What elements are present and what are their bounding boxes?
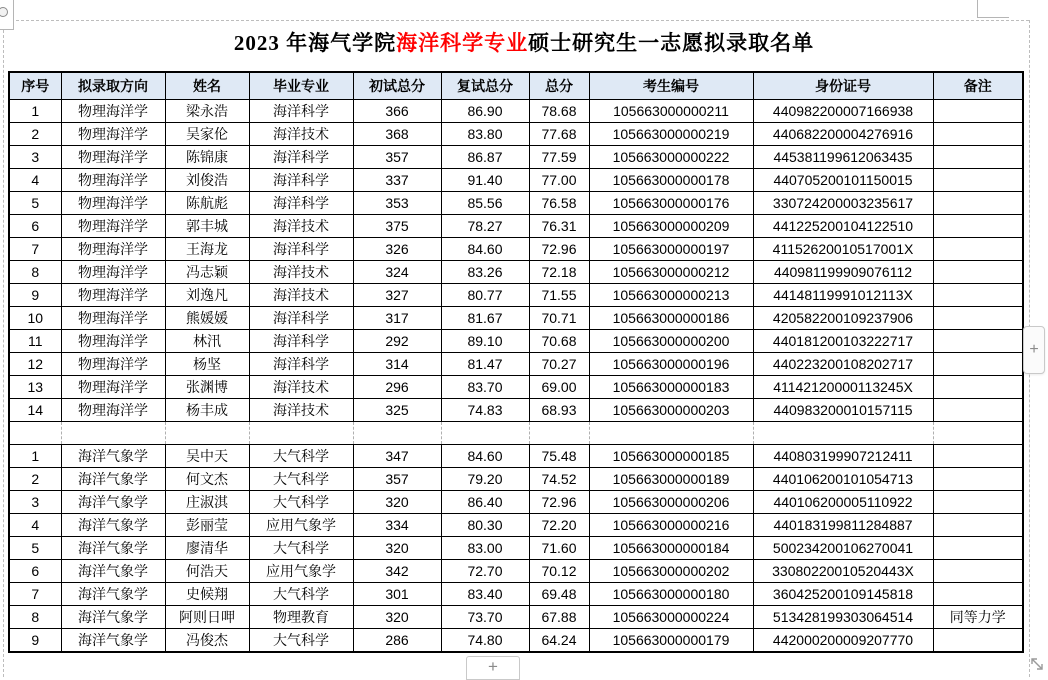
cell-candidate_no[interactable]: 105663000000200: [589, 330, 753, 353]
cell-remark[interactable]: [933, 399, 1023, 422]
cell-id_number[interactable]: 440982200007166938: [753, 100, 933, 123]
cell-name[interactable]: 熊媛媛: [165, 307, 249, 330]
cell-direction[interactable]: 物理海洋学: [61, 284, 165, 307]
cell-candidate_no[interactable]: 105663000000176: [589, 192, 753, 215]
separator-cell[interactable]: [589, 422, 753, 445]
header-direction[interactable]: 拟录取方向: [61, 72, 165, 100]
cell-major[interactable]: 海洋技术: [249, 215, 353, 238]
cell-major[interactable]: 海洋科学: [249, 330, 353, 353]
cell-major[interactable]: 物理教育: [249, 606, 353, 629]
table-row: [9, 353, 1023, 376]
separator-cell[interactable]: [529, 422, 589, 445]
topright-divider-vertical: [977, 0, 978, 17]
cell-retest_score[interactable]: 84.60: [441, 445, 529, 468]
cell-no[interactable]: 14: [9, 399, 61, 422]
cell-id_number[interactable]: 440803199907212411: [753, 445, 933, 468]
cell-name[interactable]: 吴中天: [165, 445, 249, 468]
cell-no[interactable]: 11: [9, 330, 61, 353]
cell-name[interactable]: 庄淑淇: [165, 491, 249, 514]
cell-retest_score[interactable]: 81.47: [441, 353, 529, 376]
cell-name[interactable]: 刘俊浩: [165, 169, 249, 192]
cell-retest_score[interactable]: 83.40: [441, 583, 529, 606]
cell-total_score[interactable]: 70.12: [529, 560, 589, 583]
cell-no[interactable]: 13: [9, 376, 61, 399]
table-header-row: [9, 72, 1023, 100]
cell-candidate_no[interactable]: 105663000000179: [589, 629, 753, 653]
table-row: [9, 583, 1023, 606]
separator-cell[interactable]: [353, 422, 441, 445]
separator-cell[interactable]: [165, 422, 249, 445]
separator-cell[interactable]: [933, 422, 1023, 445]
cell-major[interactable]: 海洋科学: [249, 146, 353, 169]
cell-id_number[interactable]: 440106200005110922: [753, 491, 933, 514]
cell-major[interactable]: 应用气象学: [249, 560, 353, 583]
cell-remark[interactable]: [933, 238, 1023, 261]
cell-id_number[interactable]: 500234200106270041: [753, 537, 933, 560]
cell-retest_score[interactable]: 74.83: [441, 399, 529, 422]
cell-total_score[interactable]: 71.55: [529, 284, 589, 307]
cell-major[interactable]: 海洋技术: [249, 123, 353, 146]
table-row: [9, 468, 1023, 491]
cell-name[interactable]: 杨坚: [165, 353, 249, 376]
cell-direction[interactable]: 海洋气象学: [61, 514, 165, 537]
cell-total_score[interactable]: 76.58: [529, 192, 589, 215]
cell-total_score[interactable]: 74.52: [529, 468, 589, 491]
cell-direction[interactable]: 物理海洋学: [61, 123, 165, 146]
cell-name[interactable]: 陈锦康: [165, 146, 249, 169]
cell-id_number[interactable]: 44148119991012113X: [753, 284, 933, 307]
cell-no[interactable]: 9: [9, 284, 61, 307]
cell-candidate_no[interactable]: 105663000000184: [589, 537, 753, 560]
title-highlight: 海洋科学专业: [396, 31, 529, 55]
text-boundary-top: [6, 20, 1029, 21]
cell-initial_score[interactable]: 320: [353, 537, 441, 560]
cell-candidate_no[interactable]: 105663000000202: [589, 560, 753, 583]
cell-direction[interactable]: 物理海洋学: [61, 307, 165, 330]
cell-name[interactable]: 王海龙: [165, 238, 249, 261]
cell-no[interactable]: 3: [9, 146, 61, 169]
cell-direction[interactable]: 海洋气象学: [61, 583, 165, 606]
anchor-circle-icon: [0, 7, 8, 17]
header-name[interactable]: 姓名: [165, 72, 249, 100]
table-row: [9, 284, 1023, 307]
cell-retest_score[interactable]: 83.80: [441, 123, 529, 146]
separator-cell[interactable]: [441, 422, 529, 445]
cell-major[interactable]: 大气科学: [249, 491, 353, 514]
cell-candidate_no[interactable]: 105663000000213: [589, 284, 753, 307]
cell-id_number[interactable]: 440682200004276916: [753, 123, 933, 146]
cell-remark[interactable]: [933, 100, 1023, 123]
cell-direction[interactable]: 海洋气象学: [61, 560, 165, 583]
cell-remark[interactable]: [933, 146, 1023, 169]
header-retest_score[interactable]: 复试总分: [441, 72, 529, 100]
cell-initial_score[interactable]: 342: [353, 560, 441, 583]
cell-remark[interactable]: 同等力学: [933, 606, 1023, 629]
cell-name[interactable]: 何文杰: [165, 468, 249, 491]
cell-retest_score[interactable]: 83.70: [441, 376, 529, 399]
cell-id_number[interactable]: 440106200101054713: [753, 468, 933, 491]
cell-remark[interactable]: [933, 491, 1023, 514]
table-row: [9, 445, 1023, 468]
header-no[interactable]: 序号: [9, 72, 61, 100]
cell-initial_score[interactable]: 314: [353, 353, 441, 376]
cell-total_score[interactable]: 78.68: [529, 100, 589, 123]
separator-cell[interactable]: [61, 422, 165, 445]
cell-major[interactable]: 海洋科学: [249, 100, 353, 123]
cell-major[interactable]: 海洋技术: [249, 284, 353, 307]
cell-retest_score[interactable]: 86.90: [441, 100, 529, 123]
cell-no[interactable]: 6: [9, 215, 61, 238]
cell-retest_score[interactable]: 78.27: [441, 215, 529, 238]
cell-no[interactable]: 4: [9, 514, 61, 537]
cell-name[interactable]: 郭丰城: [165, 215, 249, 238]
cell-initial_score[interactable]: 301: [353, 583, 441, 606]
cell-total_score[interactable]: 72.96: [529, 238, 589, 261]
cell-major[interactable]: 海洋技术: [249, 261, 353, 284]
cell-name[interactable]: 张渊博: [165, 376, 249, 399]
cell-no[interactable]: 7: [9, 583, 61, 606]
header-remark[interactable]: 备注: [933, 72, 1023, 100]
cell-remark[interactable]: [933, 261, 1023, 284]
cell-no[interactable]: 4: [9, 169, 61, 192]
cell-remark[interactable]: [933, 192, 1023, 215]
cell-retest_score[interactable]: 73.70: [441, 606, 529, 629]
cell-id_number[interactable]: 442000200009207770: [753, 629, 933, 653]
cell-candidate_no[interactable]: 105663000000224: [589, 606, 753, 629]
cell-candidate_no[interactable]: 105663000000219: [589, 123, 753, 146]
cell-name[interactable]: 何浩天: [165, 560, 249, 583]
cell-no[interactable]: 8: [9, 261, 61, 284]
cell-name[interactable]: 阿则日呷: [165, 606, 249, 629]
cell-no[interactable]: 7: [9, 238, 61, 261]
table-row: [9, 376, 1023, 399]
cell-major[interactable]: 海洋科学: [249, 192, 353, 215]
cell-initial_score[interactable]: 366: [353, 100, 441, 123]
cell-total_score[interactable]: 77.59: [529, 146, 589, 169]
cell-remark[interactable]: [933, 583, 1023, 606]
cell-remark[interactable]: [933, 514, 1023, 537]
group-separator-row: [9, 422, 1023, 445]
header-candidate_no[interactable]: 考生编号: [589, 72, 753, 100]
cell-remark[interactable]: [933, 284, 1023, 307]
cell-direction[interactable]: 物理海洋学: [61, 215, 165, 238]
table-row: [9, 330, 1023, 353]
cell-name[interactable]: 冯志颖: [165, 261, 249, 284]
cell-no[interactable]: 5: [9, 192, 61, 215]
cell-direction[interactable]: 海洋气象学: [61, 629, 165, 653]
cell-name[interactable]: 陈航彪: [165, 192, 249, 215]
table-row: [9, 537, 1023, 560]
cell-total_score[interactable]: 71.60: [529, 537, 589, 560]
cell-total_score[interactable]: 69.48: [529, 583, 589, 606]
cell-initial_score[interactable]: 337: [353, 169, 441, 192]
table-row: [9, 100, 1023, 123]
cell-initial_score[interactable]: 357: [353, 468, 441, 491]
cell-direction[interactable]: 物理海洋学: [61, 399, 165, 422]
cell-retest_score[interactable]: 86.40: [441, 491, 529, 514]
cell-direction[interactable]: 物理海洋学: [61, 169, 165, 192]
cell-direction[interactable]: 物理海洋学: [61, 100, 165, 123]
cell-name[interactable]: 梁永浩: [165, 100, 249, 123]
cell-candidate_no[interactable]: 105663000000203: [589, 399, 753, 422]
cell-direction[interactable]: 海洋气象学: [61, 445, 165, 468]
cell-name[interactable]: 林汛: [165, 330, 249, 353]
cell-remark[interactable]: [933, 560, 1023, 583]
cell-id_number[interactable]: 440183199811284887: [753, 514, 933, 537]
cell-no[interactable]: 9: [9, 629, 61, 653]
cell-major[interactable]: 大气科学: [249, 537, 353, 560]
cell-no[interactable]: 2: [9, 468, 61, 491]
cell-retest_score[interactable]: 81.67: [441, 307, 529, 330]
cell-id_number[interactable]: 330724200003235617: [753, 192, 933, 215]
cell-name[interactable]: 史候翔: [165, 583, 249, 606]
cell-direction[interactable]: 物理海洋学: [61, 192, 165, 215]
cell-retest_score[interactable]: 80.77: [441, 284, 529, 307]
cell-id_number[interactable]: 441225200104122510: [753, 215, 933, 238]
cell-candidate_no[interactable]: 105663000000216: [589, 514, 753, 537]
cell-remark[interactable]: [933, 376, 1023, 399]
cell-initial_score[interactable]: 334: [353, 514, 441, 537]
table-row: [9, 123, 1023, 146]
cell-no[interactable]: 8: [9, 606, 61, 629]
cell-major[interactable]: 海洋科学: [249, 238, 353, 261]
cell-id_number[interactable]: 41152620010517001X: [753, 238, 933, 261]
cell-total_score[interactable]: 77.68: [529, 123, 589, 146]
header-total_score[interactable]: 总分: [529, 72, 589, 100]
cell-total_score[interactable]: 77.00: [529, 169, 589, 192]
cell-retest_score[interactable]: 79.20: [441, 468, 529, 491]
cell-total_score[interactable]: 72.96: [529, 491, 589, 514]
cell-direction[interactable]: 物理海洋学: [61, 353, 165, 376]
cell-no[interactable]: 1: [9, 100, 61, 123]
cell-total_score[interactable]: 68.93: [529, 399, 589, 422]
cell-id_number[interactable]: 445381199612063435: [753, 146, 933, 169]
cell-id_number[interactable]: 440981199909076112: [753, 261, 933, 284]
cell-direction[interactable]: 物理海洋学: [61, 376, 165, 399]
table-row: [9, 169, 1023, 192]
cell-direction[interactable]: 物理海洋学: [61, 261, 165, 284]
cell-remark[interactable]: [933, 330, 1023, 353]
cell-direction[interactable]: 物理海洋学: [61, 238, 165, 261]
cell-initial_score[interactable]: 320: [353, 491, 441, 514]
cell-candidate_no[interactable]: 105663000000183: [589, 376, 753, 399]
cell-total_score[interactable]: 64.24: [529, 629, 589, 653]
cell-no[interactable]: 3: [9, 491, 61, 514]
cell-no[interactable]: 2: [9, 123, 61, 146]
cell-candidate_no[interactable]: 105663000000209: [589, 215, 753, 238]
cell-direction[interactable]: 海洋气象学: [61, 491, 165, 514]
cell-remark[interactable]: [933, 353, 1023, 376]
cell-total_score[interactable]: 70.68: [529, 330, 589, 353]
cell-direction[interactable]: 海洋气象学: [61, 606, 165, 629]
table-row: [9, 629, 1023, 653]
insert-row-button[interactable]: +: [466, 656, 520, 680]
text-boundary-left: [3, 20, 4, 677]
cell-name[interactable]: 廖清华: [165, 537, 249, 560]
title-suffix: 硕士研究生一志愿拟录取名单: [528, 31, 815, 55]
cell-major[interactable]: 海洋科学: [249, 307, 353, 330]
cell-major[interactable]: 大气科学: [249, 583, 353, 606]
corner-widget: [0, 0, 14, 30]
cell-initial_score[interactable]: 375: [353, 215, 441, 238]
cell-remark[interactable]: [933, 123, 1023, 146]
cell-retest_score[interactable]: 83.26: [441, 261, 529, 284]
cell-candidate_no[interactable]: 105663000000185: [589, 445, 753, 468]
cell-id_number[interactable]: 440983200010157115: [753, 399, 933, 422]
cell-id_number[interactable]: 440705200101150015: [753, 169, 933, 192]
cell-no[interactable]: 10: [9, 307, 61, 330]
cell-major[interactable]: 海洋科学: [249, 169, 353, 192]
cell-total_score[interactable]: 76.31: [529, 215, 589, 238]
header-initial_score[interactable]: 初试总分: [353, 72, 441, 100]
cell-id_number[interactable]: 360425200109145818: [753, 583, 933, 606]
cell-major[interactable]: 大气科学: [249, 629, 353, 653]
cell-remark[interactable]: [933, 169, 1023, 192]
separator-cell[interactable]: [9, 422, 61, 445]
cell-candidate_no[interactable]: 105663000000222: [589, 146, 753, 169]
table-row: [9, 399, 1023, 422]
cell-total_score[interactable]: 67.88: [529, 606, 589, 629]
cell-remark[interactable]: [933, 445, 1023, 468]
separator-cell[interactable]: [249, 422, 353, 445]
cell-initial_score[interactable]: 357: [353, 146, 441, 169]
cell-retest_score[interactable]: 84.60: [441, 238, 529, 261]
title-prefix: 2023 年海气学院: [233, 31, 397, 55]
cell-total_score[interactable]: 70.27: [529, 353, 589, 376]
cell-total_score[interactable]: 75.48: [529, 445, 589, 468]
cell-remark[interactable]: [933, 307, 1023, 330]
cell-id_number[interactable]: 440181200103222717: [753, 330, 933, 353]
cell-direction[interactable]: 海洋气象学: [61, 537, 165, 560]
table-row: [9, 514, 1023, 537]
cell-initial_score[interactable]: 320: [353, 606, 441, 629]
cell-id_number[interactable]: 33080220010520443X: [753, 560, 933, 583]
cell-initial_score[interactable]: 353: [353, 192, 441, 215]
table-row: [9, 192, 1023, 215]
document-title[interactable]: [0, 27, 1048, 57]
cell-no[interactable]: 5: [9, 537, 61, 560]
admission-table: [8, 71, 1024, 653]
cell-total_score[interactable]: 72.18: [529, 261, 589, 284]
table-row: [9, 491, 1023, 514]
cell-candidate_no[interactable]: 105663000000189: [589, 468, 753, 491]
cell-retest_score[interactable]: 80.30: [441, 514, 529, 537]
cell-direction[interactable]: 海洋气象学: [61, 468, 165, 491]
cell-initial_score[interactable]: 326: [353, 238, 441, 261]
table-row: [9, 560, 1023, 583]
table-row: [9, 307, 1023, 330]
cell-initial_score[interactable]: 325: [353, 399, 441, 422]
header-id_number[interactable]: 身份证号: [753, 72, 933, 100]
cell-major[interactable]: 海洋技术: [249, 376, 353, 399]
cell-total_score[interactable]: 72.20: [529, 514, 589, 537]
cell-total_score[interactable]: 69.00: [529, 376, 589, 399]
cell-id_number[interactable]: 513428199303064514: [753, 606, 933, 629]
cell-retest_score[interactable]: 72.70: [441, 560, 529, 583]
cell-name[interactable]: 杨丰成: [165, 399, 249, 422]
cell-name[interactable]: 刘逸凡: [165, 284, 249, 307]
cell-major[interactable]: 应用气象学: [249, 514, 353, 537]
cell-candidate_no[interactable]: 105663000000212: [589, 261, 753, 284]
cell-total_score[interactable]: 70.71: [529, 307, 589, 330]
table-resize-handle-icon[interactable]: [1029, 656, 1045, 672]
cell-major[interactable]: 海洋科学: [249, 353, 353, 376]
cell-id_number[interactable]: 440223200108202717: [753, 353, 933, 376]
separator-cell[interactable]: [753, 422, 933, 445]
cell-name[interactable]: 冯俊杰: [165, 629, 249, 653]
table-row: [9, 606, 1023, 629]
cell-candidate_no[interactable]: 105663000000196: [589, 353, 753, 376]
cell-retest_score[interactable]: 89.10: [441, 330, 529, 353]
cell-id_number[interactable]: 41142120000113245X: [753, 376, 933, 399]
cell-no[interactable]: 6: [9, 560, 61, 583]
cell-candidate_no[interactable]: 105663000000206: [589, 491, 753, 514]
cell-remark[interactable]: [933, 629, 1023, 653]
table-row: [9, 238, 1023, 261]
cell-candidate_no[interactable]: 105663000000180: [589, 583, 753, 606]
cell-retest_score[interactable]: 86.87: [441, 146, 529, 169]
cell-initial_score[interactable]: 347: [353, 445, 441, 468]
table-row: [9, 261, 1023, 284]
cell-initial_score[interactable]: 292: [353, 330, 441, 353]
table-row: [9, 146, 1023, 169]
cell-name[interactable]: 吴家伦: [165, 123, 249, 146]
cell-candidate_no[interactable]: 105663000000211: [589, 100, 753, 123]
cell-retest_score[interactable]: 91.40: [441, 169, 529, 192]
cell-major[interactable]: 大气科学: [249, 445, 353, 468]
cell-initial_score[interactable]: 327: [353, 284, 441, 307]
cell-major[interactable]: 大气科学: [249, 468, 353, 491]
cell-major[interactable]: 海洋技术: [249, 399, 353, 422]
cell-initial_score[interactable]: 296: [353, 376, 441, 399]
cell-candidate_no[interactable]: 105663000000186: [589, 307, 753, 330]
cell-retest_score[interactable]: 83.00: [441, 537, 529, 560]
topright-divider-horizontal: [977, 17, 1009, 18]
cell-direction[interactable]: 物理海洋学: [61, 146, 165, 169]
cell-initial_score[interactable]: 317: [353, 307, 441, 330]
cell-initial_score[interactable]: 368: [353, 123, 441, 146]
cell-retest_score[interactable]: 74.80: [441, 629, 529, 653]
cell-direction[interactable]: 物理海洋学: [61, 330, 165, 353]
cell-no[interactable]: 1: [9, 445, 61, 468]
insert-column-button[interactable]: +: [1023, 326, 1045, 374]
cell-initial_score[interactable]: 324: [353, 261, 441, 284]
cell-id_number[interactable]: 420582200109237906: [753, 307, 933, 330]
cell-candidate_no[interactable]: 105663000000178: [589, 169, 753, 192]
cell-remark[interactable]: [933, 537, 1023, 560]
table-row: [9, 215, 1023, 238]
cell-no[interactable]: 12: [9, 353, 61, 376]
cell-remark[interactable]: [933, 468, 1023, 491]
cell-initial_score[interactable]: 286: [353, 629, 441, 653]
cell-remark[interactable]: [933, 215, 1023, 238]
header-major[interactable]: 毕业专业: [249, 72, 353, 100]
cell-candidate_no[interactable]: 105663000000197: [589, 238, 753, 261]
cell-retest_score[interactable]: 85.56: [441, 192, 529, 215]
cell-name[interactable]: 彭丽莹: [165, 514, 249, 537]
